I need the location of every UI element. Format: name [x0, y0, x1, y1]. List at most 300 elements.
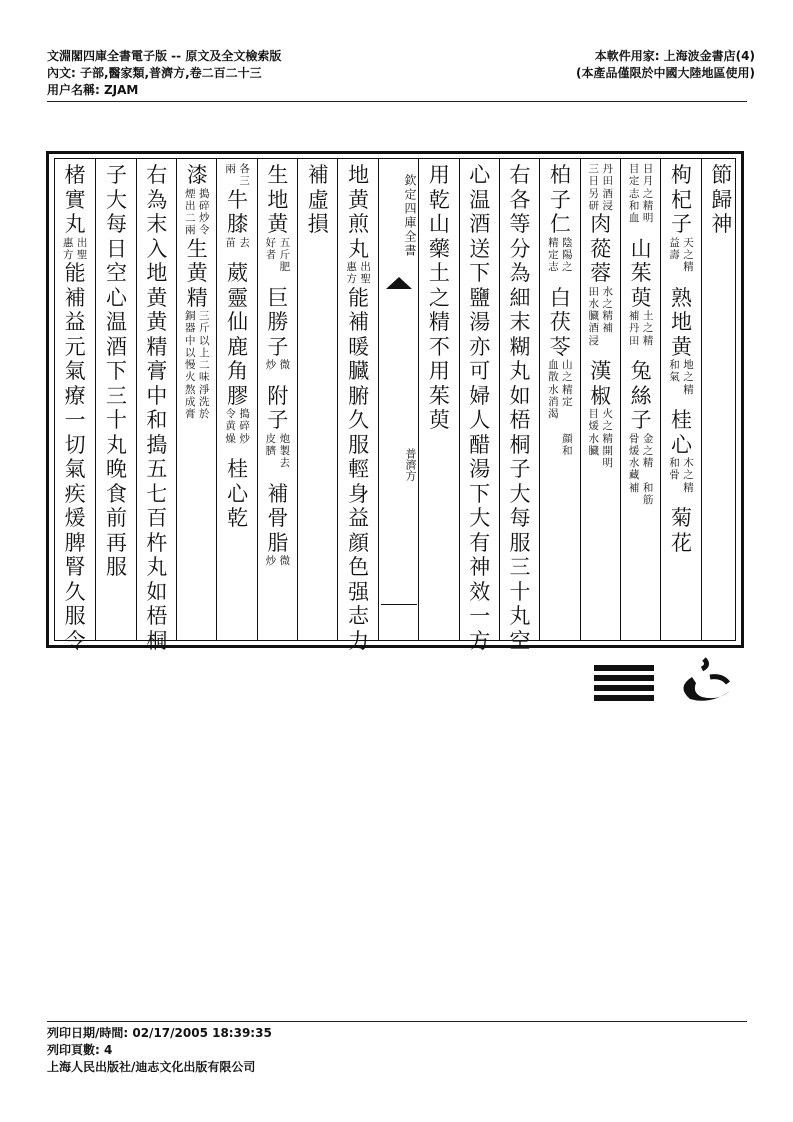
annotation-char [602, 469, 614, 481]
header-rule [47, 101, 747, 102]
main-char: 心 [227, 481, 249, 506]
main-char: 鹿 [227, 334, 249, 359]
main-char: 桐 [146, 628, 168, 653]
annotation-char: 惠 [346, 261, 357, 273]
annotation-char: 黄 [225, 420, 236, 433]
annotation-char: 二 [184, 212, 196, 224]
main-char: 實 [64, 187, 86, 212]
main-char: 膝 [227, 212, 249, 236]
column-text [98, 163, 136, 580]
main-char: 黄 [146, 285, 168, 310]
text-column [176, 159, 216, 640]
main-char: 細 [509, 285, 531, 310]
main-char: 黄 [267, 212, 289, 236]
annotation-char: 精 [548, 236, 559, 249]
annotation-char: 陰 [562, 236, 573, 249]
annotation-pair [178, 310, 216, 335]
annotation-char: 精 [642, 457, 654, 469]
annotation-char [668, 273, 680, 285]
annotation-char: 補 [602, 322, 613, 335]
annotation-pair [582, 310, 620, 335]
annotation-char: 器 [184, 322, 196, 335]
annotation-char: 定 [628, 175, 640, 188]
main-char: 地 [670, 310, 692, 334]
main-char: 十 [509, 579, 531, 604]
annotation-char: 精 [562, 383, 573, 396]
main-char: 酒 [469, 212, 491, 236]
annotation-char [184, 420, 196, 432]
main-char: 如 [509, 383, 531, 408]
column-text [501, 163, 539, 653]
annotation-pair [541, 359, 579, 384]
annotation-char: 去 [239, 236, 250, 249]
main-char: 益 [348, 506, 370, 530]
annotation-char: 明 [642, 212, 654, 224]
main-char: 各 [509, 187, 531, 212]
annotation-char [628, 494, 640, 506]
annotation-pair [541, 384, 579, 409]
annotation-pair [178, 212, 216, 237]
annotation-pair [219, 163, 257, 188]
main-char: 一 [64, 408, 86, 432]
annotation-pair [259, 237, 297, 262]
annotation-char: 水 [588, 432, 599, 445]
annotation-char [602, 347, 614, 359]
main-char: 子 [670, 212, 692, 236]
annotation-char: 火 [184, 371, 196, 384]
annotation-char [198, 420, 210, 432]
annotation-char [265, 371, 277, 383]
main-char: 氣 [64, 457, 86, 481]
footer [47, 1025, 272, 1076]
text-column [136, 159, 176, 653]
annotation-char: 浸 [588, 334, 599, 347]
annotation-char: 水 [588, 297, 599, 310]
main-char: 服 [106, 555, 128, 579]
main-char: 葳 [227, 261, 249, 285]
main-char: 氣 [64, 359, 86, 383]
annotation-pair [178, 335, 216, 360]
main-char: 志 [348, 604, 370, 628]
annotation-char: 方 [346, 273, 357, 286]
annotation-char: 目 [628, 163, 640, 175]
main-char: 酒 [106, 334, 128, 359]
annotation-pair [219, 237, 257, 262]
annotation-char [225, 175, 237, 187]
annotation-pair [178, 188, 216, 213]
annotation-pair [662, 482, 700, 507]
main-char: 肉 [590, 212, 612, 236]
page-inner-border [54, 158, 736, 653]
annotation-char [588, 347, 600, 359]
main-char: 再 [106, 530, 128, 555]
annotation-char: 兩 [184, 224, 196, 237]
main-char: 送 [469, 236, 491, 261]
text-column [95, 159, 135, 640]
annotation-char: 和 [669, 457, 680, 469]
main-char: 煖 [64, 506, 86, 530]
main-char: 湯 [469, 310, 491, 334]
annotation-char: 氣 [669, 371, 680, 384]
text-column [55, 159, 95, 653]
main-char: 十 [106, 408, 128, 432]
annotation-char: 淨 [198, 383, 210, 396]
annotation-char [628, 347, 640, 359]
annotation-char: 丹 [602, 163, 613, 175]
main-char: 補 [348, 310, 370, 334]
main-char: 分 [509, 236, 531, 261]
main-char: 漆 [186, 163, 208, 187]
column-text [340, 163, 378, 653]
main-char: 湯 [469, 457, 491, 481]
annotation-char [588, 469, 600, 481]
main-char: 萸 [428, 408, 450, 432]
annotation-char [547, 420, 559, 432]
text-column [378, 159, 418, 640]
annotation-pair [541, 237, 579, 262]
annotation-pair [582, 408, 620, 433]
text-column [459, 159, 499, 653]
annotation-char: 明 [602, 457, 613, 469]
annotation-pair [582, 163, 620, 188]
main-char: 仙 [227, 310, 249, 334]
annotation-char: 田 [602, 175, 613, 188]
annotation-char: 精 [683, 383, 694, 396]
main-char: 子 [267, 408, 289, 432]
annotation-char [547, 433, 559, 445]
annotation-char [239, 249, 251, 261]
column-text [138, 163, 176, 653]
main-char: 杵 [146, 530, 168, 555]
text-column [660, 159, 700, 640]
main-char: 强 [348, 579, 370, 604]
annotation-char: 好 [265, 236, 277, 249]
main-char: 每 [106, 212, 128, 236]
annotation-char [265, 261, 277, 273]
annotation-pair [340, 261, 378, 286]
main-char: 能 [64, 261, 86, 285]
column-text [541, 163, 579, 457]
main-char: 令 [64, 628, 86, 653]
annotation-char [628, 224, 640, 236]
main-char: 用 [428, 163, 450, 187]
annotation-char: 精 [602, 310, 613, 322]
column-text [178, 163, 216, 433]
main-char: 丸 [146, 555, 168, 579]
annotation-char: 散 [548, 371, 559, 384]
main-char: 不 [428, 334, 450, 359]
main-char: 煎 [348, 212, 370, 236]
annotation-char [588, 457, 600, 469]
annotation-char: 斤 [198, 322, 210, 335]
annotation-char: 三 [239, 175, 250, 188]
main-char: 熟 [670, 285, 692, 310]
annotation-char: 金 [642, 432, 654, 445]
annotation-char: 上 [198, 346, 210, 359]
main-char: 梧 [146, 604, 168, 628]
annotation-char [265, 567, 277, 579]
annotation-char: 惠 [62, 236, 74, 249]
annotation-pair [622, 188, 660, 213]
annotation-char: 酒 [588, 322, 599, 335]
main-char: 心 [469, 163, 491, 187]
annotation-char: 二 [198, 359, 210, 371]
main-char: 茱 [630, 261, 652, 285]
text-column [499, 159, 539, 653]
main-char: 藥 [428, 236, 450, 261]
annotation-char: 丹 [628, 322, 640, 335]
annotation-char: 水 [628, 457, 640, 469]
main-char: 脂 [267, 530, 289, 555]
main-char: 服 [509, 530, 531, 555]
main-char: 乾 [428, 187, 450, 212]
annotation-char [279, 371, 291, 383]
header-username: 用户名稱: ZJAM [47, 83, 139, 97]
annotation-pair [219, 433, 257, 458]
text-column [620, 159, 660, 640]
main-char: 膠 [227, 383, 249, 408]
main-char: 人 [469, 408, 491, 432]
main-char: 鹽 [469, 285, 491, 310]
annotation-char: 肥 [279, 261, 291, 273]
header-region-note: (本產品僅限於中國大陸地區使用) [576, 66, 755, 80]
annotation-pair [582, 286, 620, 311]
main-char: 末 [146, 212, 168, 236]
annotation-char [642, 347, 654, 359]
column-text [259, 163, 297, 580]
main-char: 精 [186, 285, 208, 310]
annotation-char: 之 [683, 469, 694, 482]
main-char: 疾 [64, 481, 86, 506]
annotation-pair [622, 457, 660, 482]
main-char: 神 [711, 212, 733, 236]
column-text [662, 163, 700, 555]
annotation-char: 燥 [225, 432, 236, 445]
annotation-char: 消 [548, 395, 559, 408]
annotation-char: 顔 [562, 432, 573, 445]
main-char: 花 [670, 530, 692, 555]
text-column [297, 159, 337, 640]
annotation-char: 出 [184, 199, 196, 212]
main-char: 梧 [509, 408, 531, 432]
annotation-char [547, 273, 559, 285]
annotation-char: 和 [628, 199, 640, 212]
text-column [418, 159, 458, 640]
annotation-char: 水 [602, 285, 613, 298]
annotation-pair [622, 433, 660, 458]
annotation-char [668, 396, 680, 408]
annotation-char: 之 [683, 248, 694, 261]
annotation-char: 洗 [198, 395, 210, 408]
main-char: 入 [146, 236, 168, 261]
annotation-char [668, 494, 680, 506]
main-char: 下 [469, 481, 491, 506]
page-frame [46, 151, 744, 653]
annotation-char [682, 396, 694, 408]
annotation-pair [582, 457, 620, 482]
main-char: 神 [469, 555, 491, 579]
annotation-char: 炒 [198, 212, 210, 224]
annotation-char: 田 [628, 334, 640, 347]
annotation-char: 搗 [198, 187, 210, 200]
main-char: 精 [146, 334, 168, 359]
main-char: 糊 [509, 334, 531, 359]
annotation-char [561, 420, 573, 432]
annotation-char: 製 [279, 444, 291, 457]
annotation-pair [259, 457, 297, 482]
annotation-char: 之 [602, 420, 613, 433]
header-content-path: 內文: 子部,醫家類,普濟方,卷二百二十三 [47, 66, 262, 80]
annotation-char: 浸 [602, 199, 613, 212]
main-char: 温 [106, 310, 128, 334]
main-char: 三 [106, 383, 128, 408]
annotation-char: 膏 [184, 408, 196, 420]
text-column [580, 159, 620, 640]
main-char: 子 [509, 457, 531, 481]
annotation-char: 月 [642, 175, 654, 188]
annotation-char: 三 [588, 163, 599, 175]
main-char: 仁 [549, 212, 571, 236]
annotation-pair [582, 188, 620, 213]
main-char: 為 [146, 187, 168, 212]
main-char: 下 [106, 359, 128, 383]
annotation-pair [622, 163, 660, 188]
main-char: 歸 [711, 187, 733, 212]
text-column [701, 159, 741, 640]
annotation-pair [582, 335, 620, 360]
header-right [520, 48, 755, 82]
annotation-char: 血 [548, 359, 559, 371]
annotation-pair [259, 359, 297, 384]
annotation-char: 土 [642, 310, 654, 322]
main-char: 茯 [549, 310, 571, 334]
main-char: 醋 [469, 432, 491, 457]
main-char: 茱 [428, 383, 450, 408]
main-char: 顔 [348, 530, 370, 555]
annotation-char: 日 [642, 163, 654, 175]
gutter-fish-tail-icon [386, 277, 412, 289]
main-char: 丸 [509, 359, 531, 383]
main-char: 暖 [348, 334, 370, 359]
header-licensee: 本軟件用家: 上海波金書店(4) [594, 49, 755, 63]
annotation-char: 之 [562, 371, 573, 384]
main-char: 一 [469, 604, 491, 628]
column-text [703, 163, 741, 237]
main-char: 菊 [670, 506, 692, 530]
main-char: 大 [469, 506, 491, 530]
annotation-char: 目 [588, 408, 599, 420]
main-char: 服 [64, 604, 86, 628]
annotation-char: 聖 [76, 248, 88, 261]
annotation-char: 中 [184, 334, 196, 347]
annotation-char [668, 384, 680, 396]
footer-page-count: 列印頁數: 4 [47, 1043, 113, 1057]
main-char: 下 [469, 261, 491, 285]
main-char: 桂 [670, 408, 692, 432]
main-char: 力 [348, 628, 370, 653]
annotation-char [265, 273, 277, 285]
annotation-char: 三 [198, 310, 210, 322]
main-char: 子 [267, 334, 289, 359]
annotation-char [682, 494, 694, 506]
main-char: 三 [509, 555, 531, 579]
main-char: 補 [64, 285, 86, 310]
annotation-char: 和 [642, 481, 654, 494]
header-title: 文淵閣四庫全書電子版 -- 原文及全文檢索版 [47, 49, 282, 63]
annotation-char: 精 [642, 334, 654, 347]
main-char: 蓉 [590, 261, 612, 285]
main-char: 色 [348, 555, 370, 579]
main-char: 杞 [670, 187, 692, 212]
main-char: 生 [267, 163, 289, 187]
annotation-pair [178, 359, 216, 384]
annotation-char: 臍 [265, 444, 277, 457]
main-char: 能 [348, 285, 370, 310]
annotation-char: 日 [588, 175, 599, 188]
main-char: 温 [469, 187, 491, 212]
annotation-pair [662, 359, 700, 384]
annotation-char: 微 [279, 359, 291, 371]
main-char: 黄 [348, 187, 370, 212]
main-char: 土 [428, 261, 450, 285]
main-char: 大 [106, 187, 128, 212]
main-char: 苓 [549, 334, 571, 359]
annotation-pair [219, 408, 257, 433]
annotation-pair [662, 384, 700, 409]
annotation-char: 去 [279, 457, 291, 469]
main-char: 角 [227, 359, 249, 383]
main-char: 前 [106, 506, 128, 530]
annotation-char: 補 [628, 310, 640, 322]
main-char: 蓯 [590, 236, 612, 261]
annotation-char: 兩 [225, 163, 236, 175]
annotation-char: 骨 [669, 469, 680, 482]
annotation-char: 方 [62, 248, 74, 261]
main-char: 子 [106, 163, 128, 187]
annotation-char [265, 457, 277, 469]
annotation-char [682, 273, 694, 285]
annotation-pair [662, 261, 700, 286]
main-char: 久 [64, 579, 86, 604]
footer-publisher: 上海人民出版社/迪志文化出版有限公司 [47, 1060, 256, 1074]
annotation-char [279, 273, 291, 285]
main-char: 久 [348, 408, 370, 432]
annotation-char: 令 [225, 408, 236, 420]
main-char: 百 [146, 506, 168, 530]
main-char: 右 [146, 163, 168, 187]
main-char: 食 [106, 481, 128, 506]
main-char: 丸 [509, 604, 531, 628]
annotation-char: 精 [683, 261, 694, 273]
annotation-char: 和 [669, 359, 680, 371]
annotation-char: 五 [279, 236, 291, 249]
annotation-char: 成 [184, 395, 196, 408]
annotation-char: 益 [669, 236, 680, 249]
main-char: 地 [146, 261, 168, 285]
main-char: 勝 [267, 310, 289, 334]
annotation-char: 各 [239, 163, 250, 175]
gutter-book-title: 普濟方 [403, 447, 417, 481]
main-char: 精 [428, 310, 450, 334]
main-char: 有 [469, 530, 491, 555]
main-char: 元 [64, 334, 86, 359]
annotation-char: 出 [360, 261, 371, 273]
annotation-pair [56, 237, 94, 262]
main-char: 右 [509, 163, 531, 187]
main-char: 膏 [146, 359, 168, 383]
main-char: 五 [146, 457, 168, 481]
column-text [56, 163, 94, 653]
